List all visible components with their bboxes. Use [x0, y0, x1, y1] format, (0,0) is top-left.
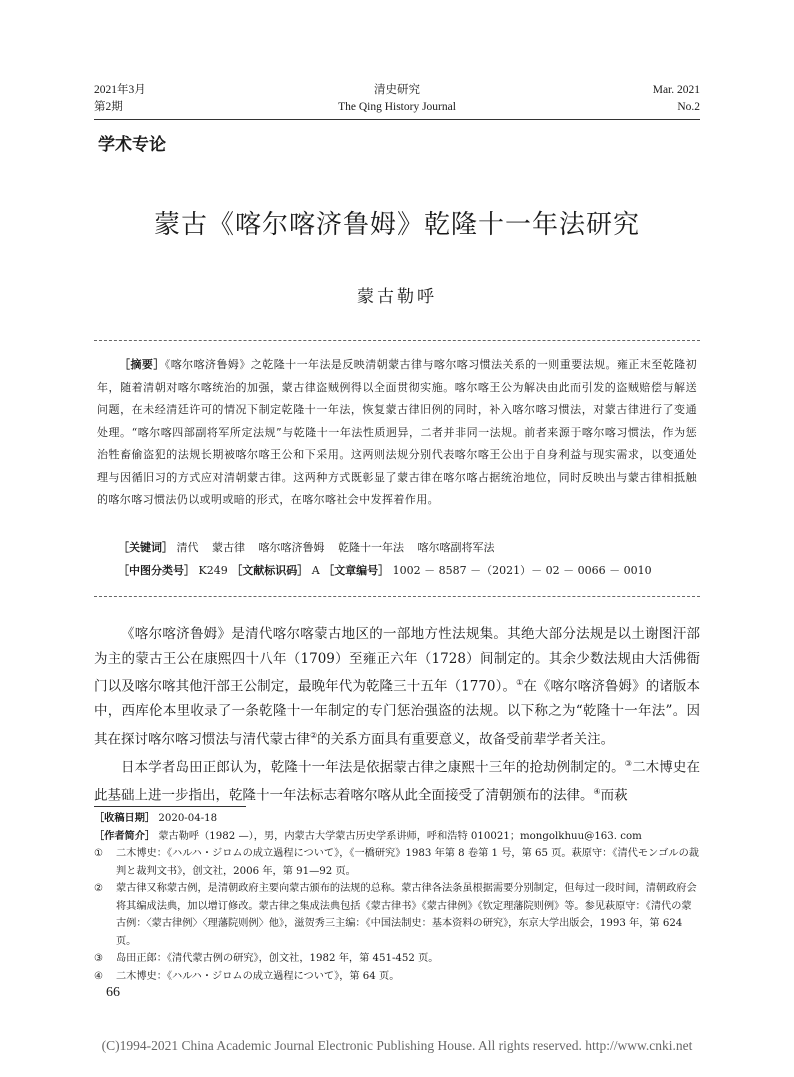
classification — [118, 562, 652, 580]
body-text-run: 《喀尔喀济鲁姆》是清代喀尔喀蒙古地区的一部地方性法规集。其绝大部分法规是以土谢图汗部为主的蒙古王公在康熙四十八年（1709）至雍正六年（1728）间制定的。其余少数法规由大活佛衙门以及喀尔喀其他汗部王公制定，最晚年代为乾隆三十五年（1770）。 — [94, 626, 700, 695]
body-text-run: 日本学者岛田正郎认为，乾隆十一年法是依据蒙古律之康熙十三年的抢劫例制定的。 — [121, 759, 625, 775]
doc-code-label: ［文献标识码］ — [231, 564, 309, 577]
author-info-value: 蒙古勒呼（1982 —），男，内蒙古大学蒙古历史学系讲师，呼和浩特 010021；mongolkhuu@163. com — [158, 830, 642, 842]
received-value: 2020-04-18 — [158, 813, 218, 824]
abstract-top-rule — [94, 340, 700, 341]
footnote-ref[interactable]: ② — [310, 730, 318, 740]
doc-code-value: A — [311, 564, 320, 577]
section-label: 学术专论 — [98, 135, 166, 155]
article-number-label: ［文章编号］ — [323, 564, 390, 577]
footnotes — [94, 810, 700, 985]
article-number-value: 1002 － 8587 －（2021）－ 02 － 0066 － 0010 — [392, 564, 652, 577]
footnote — [94, 845, 700, 880]
body-paragraph — [94, 752, 700, 808]
footnote-ref[interactable]: ① — [516, 678, 524, 687]
author-info — [94, 828, 700, 846]
body-text-run: 二木博史在此基础上进一步指出，乾隆十一年法标志着喀尔喀从此全面接受了清朝颁布的法律。 — [94, 759, 701, 803]
keyword: 蒙古律 — [212, 541, 245, 554]
received-label: ［收稿日期］ — [94, 813, 156, 824]
header-issue-en: No.2 — [677, 101, 700, 113]
footnote-ref[interactable]: ③ — [624, 758, 633, 768]
header-center — [94, 82, 700, 116]
running-header — [94, 82, 700, 116]
footnote-ref[interactable]: ④ — [593, 786, 601, 796]
journal-name-en: The Qing History Journal — [338, 101, 456, 113]
footnote-text: 二木博史：《ハルハ・ジロムの成立過程について》，第 64 页。 — [116, 970, 400, 982]
header-date-en: Mar. 2021 — [652, 84, 700, 96]
footnote-text: 蒙古律又称蒙古例，是清朝政府主要向蒙古颁布的法规的总称。蒙古律各法条虽根据需要分别制定，但每过一段时间，清朝政府会将其编成法典，加以增订修改。蒙古律之集成法典包括《蒙古律书》《蒙古律例》《钦定理藩院则例》等。参见萩原守：《清代の蒙古例：〈蒙古律例〉〈理藩院则例〉他》，滋贺秀三主编：《中国法制史：基本资料の研究》，东京大学出版会，1993 年，第 624 页。 — [116, 883, 697, 947]
abstract-label: ［摘要］ — [119, 358, 165, 371]
keyword: 清代 — [176, 541, 199, 554]
footnote-mark: ① — [94, 848, 104, 859]
body-paragraph — [94, 622, 700, 752]
footnote — [94, 950, 700, 968]
clc-value: K249 — [198, 564, 228, 577]
footnote-text: 二木博史：《ハルハ・ジロムの成立過程について》，《一橋研究》1983 年第 8 卷第 1 号，第 65 页。萩原守：《清代モンゴルの裁判と裁判文书》，创文社，2006 年，第 91—92 页。 — [116, 848, 699, 877]
received-date — [94, 810, 700, 828]
header-date: 2021年3月 — [94, 84, 146, 96]
page-number: 66 — [106, 985, 120, 1000]
keywords — [118, 539, 505, 557]
author-info-label: ［作者简介］ — [94, 830, 156, 842]
footnote-text: 岛田正郎：《清代蒙古例の研究》，创文社，1982 年，第 451-452 页。 — [116, 953, 439, 964]
keyword: 喀尔喀济鲁姆 — [258, 541, 325, 554]
header-issue: 第2期 — [94, 101, 123, 113]
footnote — [94, 880, 700, 950]
footnote-mark: ③ — [94, 953, 104, 964]
abstract-text: 《喀尔喀济鲁姆》之乾隆十一年法是反映清朝蒙古律与喀尔喀习惯法关系的一则重要法规。雍正末至乾隆初年，随着清朝对喀尔喀统治的加强，蒙古律盗贼例得以全面贯彻实施。喀尔喀王公为解决由此而引发的盗贼赔偿与解送问题，在未经清廷许可的情况下制定乾隆十一年法，恢复蒙古律旧例的同时，补入喀尔喀习惯法，对蒙古律进行了变通处理。“喀尔喀四部副将军所定法规”与乾隆十一年法性质迥异，二者并非同一法规。前者来源于喀尔喀习惯法，作为惩治牲畜偷盗犯的法规长期被喀尔喀王公和下采用。这两则法规分别代表喀尔喀王公出于自身利益与现实需求，以变通处理与因循旧习的方式应对清朝蒙古律。这两种方式既彰显了蒙古律在喀尔喀占据统治地位，同时反映出与蒙古律相抵触的喀尔喀习惯法仍以或明或暗的形式，在喀尔喀社会中发挥着作用。 — [97, 358, 698, 506]
footnote-mark: ④ — [94, 970, 104, 982]
footnote — [94, 968, 700, 986]
journal-name-zh: 清史研究 — [374, 84, 420, 96]
header-right — [653, 82, 700, 116]
keyword: 乾隆十一年法 — [338, 541, 404, 554]
keyword: 喀尔喀副将军法 — [417, 541, 495, 554]
body-text-run: 而萩 — [600, 787, 628, 803]
footnote-rule — [94, 806, 246, 807]
keywords-label: ［关键词］ — [118, 541, 173, 554]
header-rule — [94, 119, 700, 120]
footnote-mark: ② — [94, 883, 104, 894]
body-text-run: 在《喀尔喀济鲁姆》的诸版本中，西库伦本里收录了一条乾隆十一年制定的专门惩治强盗的法规。以下称之为“乾隆十一年法”。因其在探讨喀尔喀习惯法与清代蒙古律 — [94, 678, 701, 747]
abstract — [97, 354, 697, 512]
clc-label: ［中图分类号］ — [118, 564, 195, 577]
abstract-bottom-rule — [94, 596, 700, 597]
body-text-run: 的关系方面具有重要意义，故备受前辈学者关注。 — [317, 731, 615, 747]
body-text — [94, 622, 700, 808]
copyright-watermark: (C)1994-2021 China Academic Journal Electronic Publishing House. All rights reserved. http://www.cnki.net — [101, 1038, 693, 1053]
article-title: 蒙古《喀尔喀济鲁姆》乾隆十一年法研究 — [153, 210, 640, 240]
article-author: 蒙古勒呼 — [357, 287, 437, 307]
